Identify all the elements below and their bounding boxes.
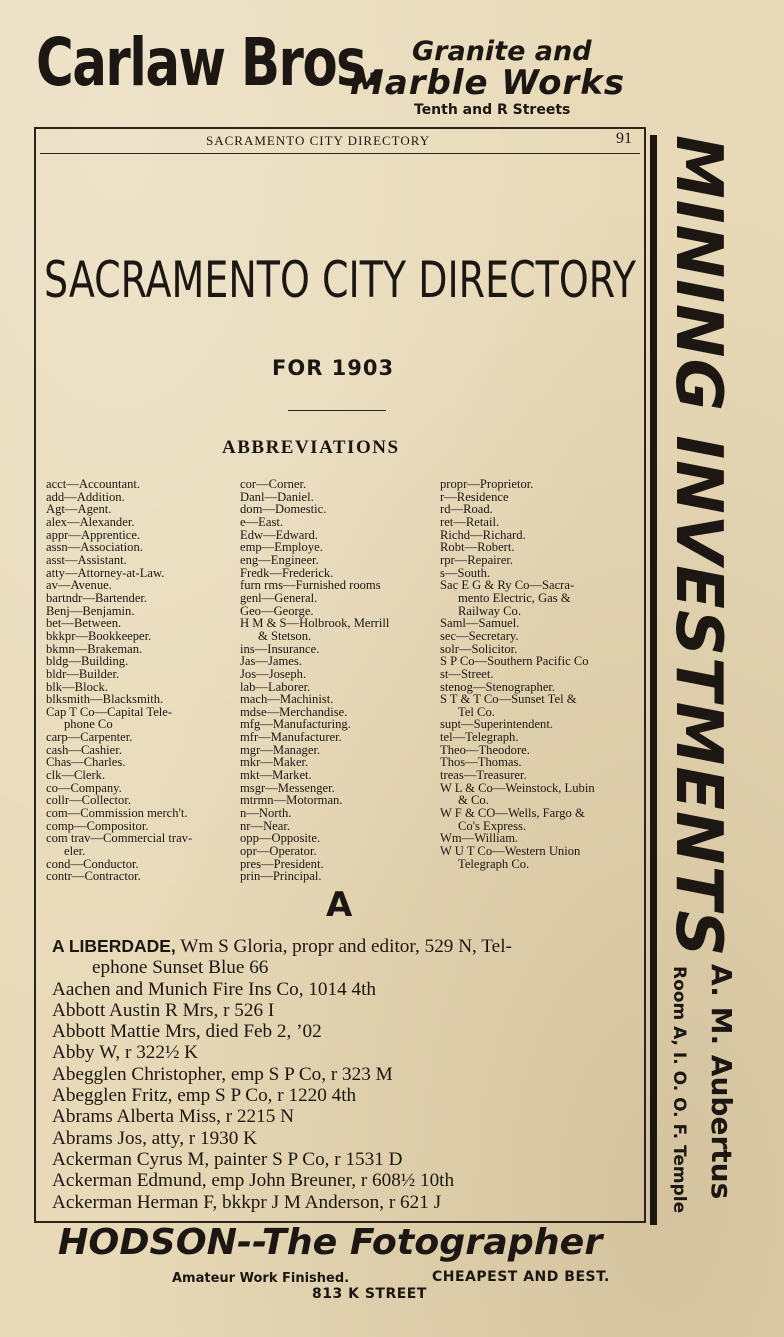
abbreviation-item: nr—Near.: [240, 818, 291, 833]
abbreviation-item: Sac E G & Ry Co—Sacra-: [440, 578, 575, 593]
title-rule: [288, 410, 386, 411]
abbreviation-item: blksmith—Blacksmith.: [46, 692, 164, 707]
bottom-ad-street: 813 K STREET: [312, 1286, 427, 1302]
directory-entry: Abegglen Fritz, emp S P Co, r 1220 4th: [52, 1085, 357, 1107]
abbreviation-item: cash—Cashier.: [46, 742, 122, 757]
side-ad-name: A. M. Aubertus: [705, 964, 738, 1200]
page-title: SACRAMENTO CITY DIRECTORY: [44, 251, 636, 309]
abbreviation-item: Chas—Charles.: [46, 755, 126, 770]
bottom-ad-right: CHEAPEST AND BEST.: [432, 1269, 610, 1285]
directory-entry: Abbott Austin R Mrs, r 526 I: [52, 999, 275, 1021]
abbreviation-item: bldg—Building.: [46, 654, 129, 669]
abbreviation-item: mkr—Maker.: [240, 755, 309, 770]
abbreviation-item: com—Commission merch't.: [46, 806, 188, 821]
directory-entries: [52, 936, 644, 1213]
abbreviation-item: mtrmn—Motorman.: [240, 793, 343, 808]
abbreviation-item: bkkpr—Bookkeeper.: [46, 628, 152, 643]
bottom-ad-left: Amateur Work Finished.: [172, 1271, 350, 1286]
abbreviation-item: assn—Association.: [46, 540, 143, 555]
abbreviation-item: Fredk—Frederick.: [240, 565, 334, 580]
abbreviation-item: Danl—Daniel.: [240, 489, 314, 504]
directory-entry: Abby W, r 322½ K: [52, 1042, 199, 1064]
side-ad-address: Room A, I. O. O. F. Temple: [669, 966, 689, 1214]
abbreviation-item: add—Addition.: [46, 489, 125, 504]
abbreviation-item: cond—Conductor.: [46, 856, 139, 871]
abbreviation-item: propr—Proprietor.: [440, 477, 534, 491]
abbreviation-item: W F & CO—Wells, Fargo &: [440, 806, 585, 821]
abbreviation-item: bkmn—Brakeman.: [46, 641, 143, 656]
abbreviations-column-1: [46, 478, 236, 883]
abbreviation-item: genl—General.: [240, 590, 318, 605]
abbreviation-item: rd—Road.: [440, 502, 493, 517]
abbreviation-item: appr—Apprentice.: [46, 527, 141, 542]
marble-works-line: Marble Works: [350, 63, 626, 103]
abbreviation-item: s—South.: [440, 565, 491, 580]
abbreviation-item: acct—Accountant.: [46, 477, 141, 491]
abbreviation-item: & Co.: [458, 793, 489, 808]
abbreviation-item: furn rms—Furnished rooms: [240, 578, 381, 593]
abbreviation-item: Jas—James.: [240, 654, 302, 669]
directory-entry: Abegglen Christopher, emp S P Co, r 323 M: [52, 1063, 393, 1085]
abbreviations-column-2: [240, 478, 436, 883]
abbreviation-item: com trav—Commercial trav-: [46, 831, 193, 846]
abbreviation-item: comp—Compositor.: [46, 818, 149, 833]
abbreviation-item: alex—Alexander.: [46, 514, 135, 529]
abbreviation-item: clk—Clerk.: [46, 768, 106, 783]
abbreviations-column-3: [440, 478, 646, 870]
running-head: SACRAMENTO CITY DIRECTORY: [206, 133, 431, 148]
directory-entry: Ackerman Cyrus M, painter S P Co, r 1531 D: [52, 1148, 403, 1170]
abbreviation-item: mento Electric, Gas &: [458, 590, 571, 605]
abbreviation-item: ins—Insurance.: [240, 641, 320, 656]
abbreviation-item: Jos—Joseph.: [240, 666, 307, 681]
abbreviation-item: Theo—Theodore.: [440, 742, 530, 757]
abbreviation-item: st—Street.: [440, 666, 494, 681]
side-ad-bar: [650, 135, 657, 1225]
abbreviation-item: dom—Domestic.: [240, 502, 327, 517]
top-advertisement: [0, 0, 784, 128]
abbreviation-item: prin—Principal.: [240, 869, 322, 884]
abbreviation-item: Railway Co.: [458, 603, 521, 618]
abbreviation-item: Cap T Co—Capital Tele-: [46, 704, 173, 719]
abbreviation-item: & Stetson.: [258, 628, 312, 643]
abbreviation-item: e—East.: [240, 514, 284, 529]
abbreviation-item: W U T Co—Western Union: [440, 844, 581, 859]
abbreviation-item: msgr—Messenger.: [240, 780, 335, 795]
abbreviation-item: eng—Engineer.: [240, 552, 319, 567]
abbreviation-item: Edw—Edward.: [240, 527, 318, 542]
section-letter: A: [326, 885, 353, 925]
abbreviation-item: opp—Opposite.: [240, 831, 321, 846]
directory-entry: Aachen and Munich Fire Ins Co, 1014 4th: [52, 978, 377, 1000]
abbreviation-item: mfr—Manufacturer.: [240, 730, 342, 745]
directory-entry: Abbott Mattie Mrs, died Feb 2, ’02: [52, 1021, 322, 1043]
address-line: Tenth and R Streets: [414, 102, 571, 118]
abbreviation-item: tel—Telegraph.: [440, 730, 519, 745]
entry-continuation: ephone Sunset Blue 66: [92, 957, 269, 979]
header-divider: [40, 153, 640, 154]
abbreviation-item: lab—Laborer.: [240, 679, 311, 694]
abbreviation-item: asst—Assistant.: [46, 552, 127, 567]
abbreviation-item: bldr—Builder.: [46, 666, 120, 681]
abbreviation-item: co—Company.: [46, 780, 122, 795]
granite-line: Granite and: [412, 36, 592, 67]
abbreviation-item: Co's Express.: [458, 818, 527, 833]
abbreviation-item: rpr—Repairer.: [440, 552, 514, 567]
abbreviation-item: mkt—Market.: [240, 768, 312, 783]
abbreviation-item: phone Co: [64, 717, 113, 732]
abbreviation-item: S T & T Co—Sunset Tel &: [440, 692, 577, 707]
abbreviation-item: ret—Retail.: [440, 514, 500, 529]
abbreviation-item: carp—Carpenter.: [46, 730, 133, 745]
abbreviation-item: mfg—Manufacturing.: [240, 717, 351, 732]
carlaw-bros-title: Carlaw Bros.: [36, 24, 384, 101]
abbreviation-item: Benj—Benjamin.: [46, 603, 135, 618]
directory-entry: [52, 936, 644, 957]
abbreviation-item: emp—Employe.: [240, 540, 323, 555]
abbreviation-item: Robt—Robert.: [440, 540, 515, 555]
abbreviation-item: sec—Secretary.: [440, 628, 519, 643]
abbreviation-item: av—Avenue.: [46, 578, 112, 593]
hodson-headline: HODSON--The Fotographer: [58, 1222, 603, 1263]
abbreviation-item: Agt—Agent.: [46, 502, 112, 517]
abbreviation-item: cor—Corner.: [240, 477, 307, 491]
directory-entry: Ackerman Edmund, emp John Breuner, r 608½ 10th: [52, 1170, 455, 1192]
abbreviation-item: r—Residence: [440, 489, 509, 504]
abbreviation-item: H M & S—Holbrook, Merrill: [240, 616, 390, 631]
abbreviation-item: n—North.: [240, 806, 292, 821]
abbreviation-item: eler.: [64, 844, 86, 859]
abbreviation-item: Saml—Samuel.: [440, 616, 520, 631]
entry-list: [52, 979, 644, 1213]
abbreviation-item: Geo—George.: [240, 603, 314, 618]
abbreviation-item: collr—Collector.: [46, 793, 131, 808]
year-subtitle: FOR 1903: [272, 356, 395, 380]
abbreviation-item: bet—Between.: [46, 616, 122, 631]
abbreviations-heading: ABBREVIATIONS: [222, 437, 400, 458]
abbreviation-item: supt—Superintendent.: [440, 717, 553, 732]
abbreviation-item: atty—Attorney-at-Law.: [46, 565, 165, 580]
abbreviation-item: mdse—Merchandise.: [240, 704, 348, 719]
abbreviation-item: Richd—Richard.: [440, 527, 526, 542]
abbreviation-item: Thos—Thomas.: [440, 755, 522, 770]
mining-investments-headline: MINING INVESTMENTS: [661, 135, 735, 958]
directory-entry: Ackerman Herman F, bkkpr J M Anderson, r 621 J: [52, 1191, 442, 1213]
abbreviation-item: bartndr—Bartender.: [46, 590, 148, 605]
abbreviation-item: contr—Contractor.: [46, 869, 141, 884]
entry-bold-name: A LIBERDADE,: [52, 936, 176, 956]
abbreviation-item: Tel Co.: [458, 704, 495, 719]
entry-text: Wm S Gloria, propr and editor, 529 N, Tel-: [175, 936, 512, 957]
abbreviation-item: mgr—Manager.: [240, 742, 321, 757]
abbreviation-item: Wm—William.: [440, 831, 519, 846]
abbreviation-item: opr—Operator.: [240, 844, 317, 859]
page-number: 91: [616, 130, 632, 147]
abbreviation-item: solr—Solicitor.: [440, 641, 518, 656]
abbreviation-item: S P Co—Southern Pacific Co: [440, 654, 589, 669]
abbreviation-item: stenog—Stenographer.: [440, 679, 556, 694]
abbreviation-item: W L & Co—Weinstock, Lubin: [440, 780, 595, 795]
abbreviation-item: pres—President.: [240, 856, 324, 871]
directory-entry: Abrams Alberta Miss, r 2215 N: [52, 1106, 294, 1128]
abbreviation-item: Telegraph Co.: [458, 856, 530, 871]
abbreviation-item: treas—Treasurer.: [440, 768, 527, 783]
abbreviation-item: blk—Block.: [46, 679, 108, 694]
abbreviation-item: mach—Machinist.: [240, 692, 334, 707]
directory-entry: Abrams Jos, atty, r 1930 K: [52, 1127, 258, 1149]
